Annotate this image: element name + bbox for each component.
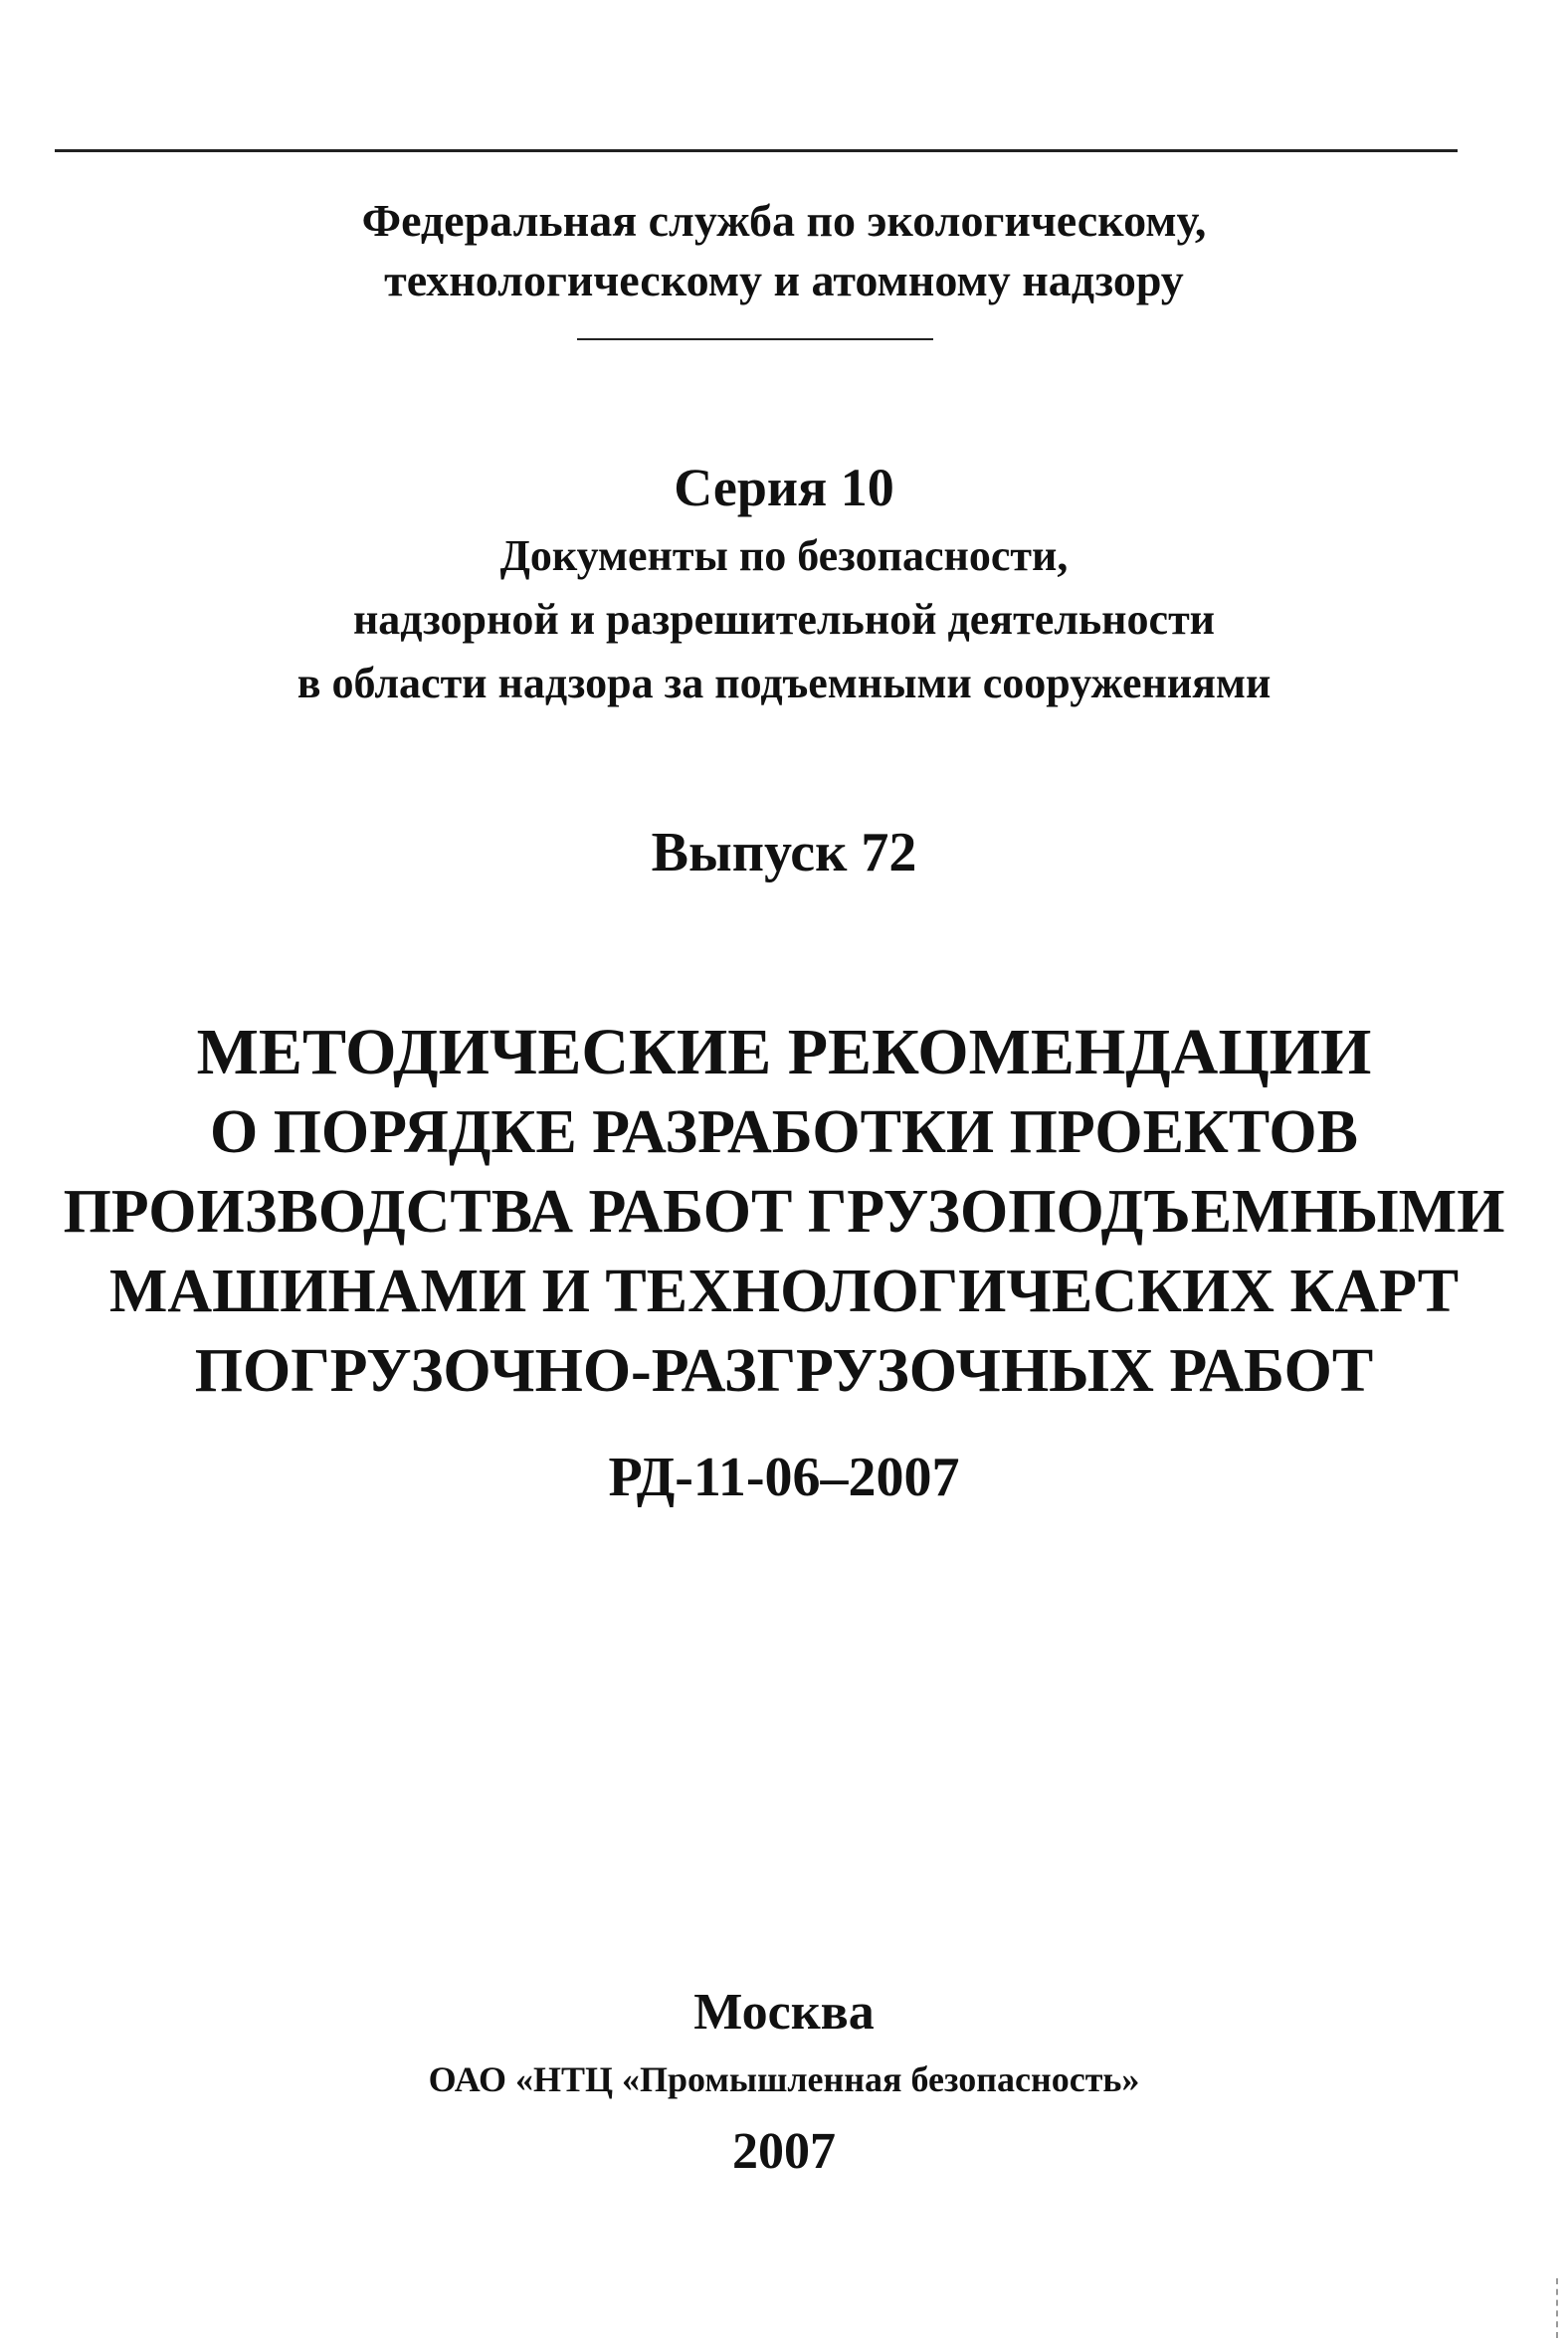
issue-label: Выпуск 72 [651,822,917,883]
imprint-year: 2007 [732,2123,836,2180]
document-title [0,1013,1568,1411]
series-description-line-1: Документы по безопасности, [499,531,1069,580]
title-line-1: МЕТОДИЧЕСКИЕ РЕКОМЕНДАЦИИ [196,1016,1372,1088]
agency-line-1: Федеральная служба по экологическому, [361,195,1207,246]
agency-line-2: технологическому и атомному надзору [384,255,1184,305]
top-rule [55,149,1458,152]
scan-edge-marks [1556,2278,1562,2338]
title-line-2: О ПОРЯДКЕ РАЗРАБОТКИ ПРОЕКТОВ [209,1098,1359,1166]
document-code: РД-11-06–2007 [608,1447,960,1508]
title-line-3: ПРОИЗВОДСТВА РАБОТ ГРУЗОПОДЪЕМНЫМИ [63,1178,1505,1246]
imprint-publisher: ОАО «НТЦ «Промышленная безопасность» [428,2059,1140,2099]
imprint-city: Москва [693,1984,875,2041]
series-description [0,524,1568,715]
title-line-4: МАШИНАМИ И ТЕХНОЛОГИЧЕСКИХ КАРТ [108,1258,1460,1325]
agency-name [0,191,1568,310]
series-description-line-3: в области надзора за подъемными сооружениями [296,659,1272,707]
agency-divider [577,338,933,340]
series-description-line-2: надзорной и разрешительной деятельности [352,595,1216,644]
title-line-5: ПОГРУЗОЧНО-РАЗГРУЗОЧНЫХ РАБОТ [194,1337,1374,1405]
series-label: Серия 10 [674,458,894,517]
